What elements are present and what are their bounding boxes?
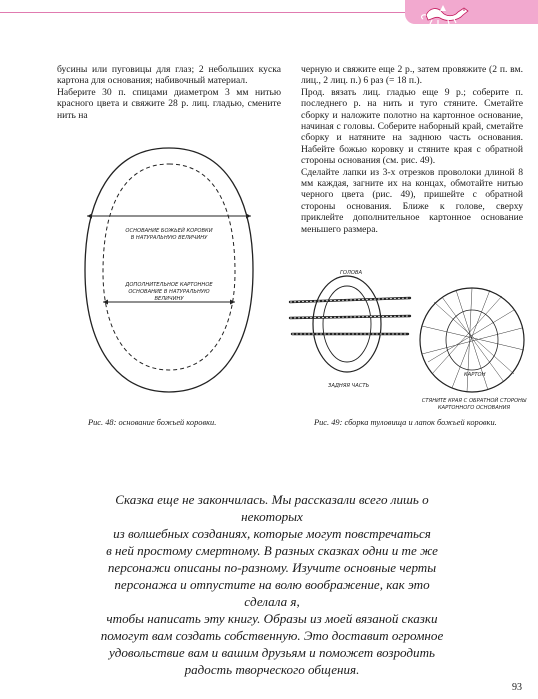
- figure-49-caption: Рис. 49: сборка туловища и лапок божьей коровки.: [314, 418, 497, 427]
- label-cardboard: КАРТОН: [464, 372, 486, 378]
- outer-base-outline: [85, 148, 253, 392]
- label-pull-2: КАРТОННОГО ОСНОВАНИЯ: [437, 405, 511, 411]
- label-extra-1: ДОПОЛНИТЕЛЬНОЕ КАРТОННОЕ: [125, 282, 213, 288]
- story-line: Сказка еще не закончилась. Мы рассказали всего лишь о некоторых: [115, 492, 429, 524]
- page-number: 93: [512, 682, 522, 693]
- story-line: удовольствие вам и вашим друзьям и поможет возродить: [108, 645, 435, 660]
- story-line: персонажи описаны по-разному. Изучите основные черты: [107, 560, 437, 575]
- label-back: ЗАДНЯЯ ЧАСТЬ: [328, 383, 370, 389]
- label-base-1: ОСНОВАНИЕ БОЖЬЕЙ КОРОВКИ: [125, 228, 213, 234]
- story-line: из волшебных созданиях, которые могут повстречаться: [113, 526, 431, 541]
- right-column: [301, 64, 523, 235]
- header-rule: [0, 12, 405, 13]
- instructions-continued: черную и свяжите еще 2 р., затем провяжите (2 п. вм. лиц., 2 лиц. п.) 6 раз (= 18 п.).: [301, 64, 523, 87]
- label-extra-3: ВЕЛИЧИНУ: [154, 296, 184, 302]
- story-paragraph: [92, 491, 452, 678]
- story-line: в ней простому смертному. В разных сказках одни и те же: [106, 543, 438, 558]
- inner-base-outline: [103, 164, 235, 370]
- legs-paragraph: Сделайте лапки из 3-х отрезков проволоки длиной 8 мм каждая, загните их на концах, обмотайте нитью черного цвета (рис. 49), пришейте с обратной стороны основания. Ближе к голове, сверху приклейте дополнительное картонное основание меньшего размера.: [301, 166, 523, 235]
- figure-48-base-diagram: [57, 140, 281, 402]
- story-line: помогут вам создать собственную. Это доставит огромное: [100, 628, 444, 643]
- instructions-paragraph: Наберите 30 п. спицами диаметром 3 мм нитью красного цвета и свяжите 28 р. лиц. гладью, смените нить на: [57, 86, 281, 121]
- label-base-2: В НАТУРАЛЬНУЮ ВЕЛИЧИНУ: [130, 235, 208, 241]
- story-line: персонажа и отпустите на волю воображение, как это сделала я,: [114, 577, 430, 609]
- body-inner-outline: [323, 286, 371, 362]
- story-line: радость творческого общения.: [184, 662, 360, 677]
- left-column: [57, 64, 281, 121]
- assembly-paragraph: Прод. вязать лиц. гладью еще 9 р.; соберите п. последнего р. на нить и туго стяните. Сметайте сборку и наложите полотно на картонное основание, начиная с головы. Соберите наборный край, сметайте сборку и натяните на заднюю часть основания. Набейте божью коровку и стяните края с обратной стороны основания (см. рис. 49).: [301, 86, 523, 167]
- pink-dragon-icon: [418, 0, 488, 26]
- label-extra-2: ОСНОВАНИЕ В НАТУРАЛЬНУЮ: [128, 289, 210, 295]
- figure-48-caption: Рис. 48: основание божьей коровки.: [88, 418, 217, 427]
- page-header: [0, 0, 538, 27]
- label-pull-1: СТЯНИТЕ КРАЯ С ОБРАТНОЙ СТОРОНЫ: [421, 398, 527, 404]
- figure-49-assembly-diagram: [282, 262, 534, 418]
- materials-paragraph: бусины или пуговицы для глаз; 2 небольших куска картона для основания; набивочный материал.: [57, 64, 281, 87]
- label-head: ГОЛОВА: [340, 270, 363, 276]
- story-line: чтобы написать эту книгу. Образы из моей вязаной сказки: [106, 611, 438, 626]
- wire-legs: [290, 298, 410, 334]
